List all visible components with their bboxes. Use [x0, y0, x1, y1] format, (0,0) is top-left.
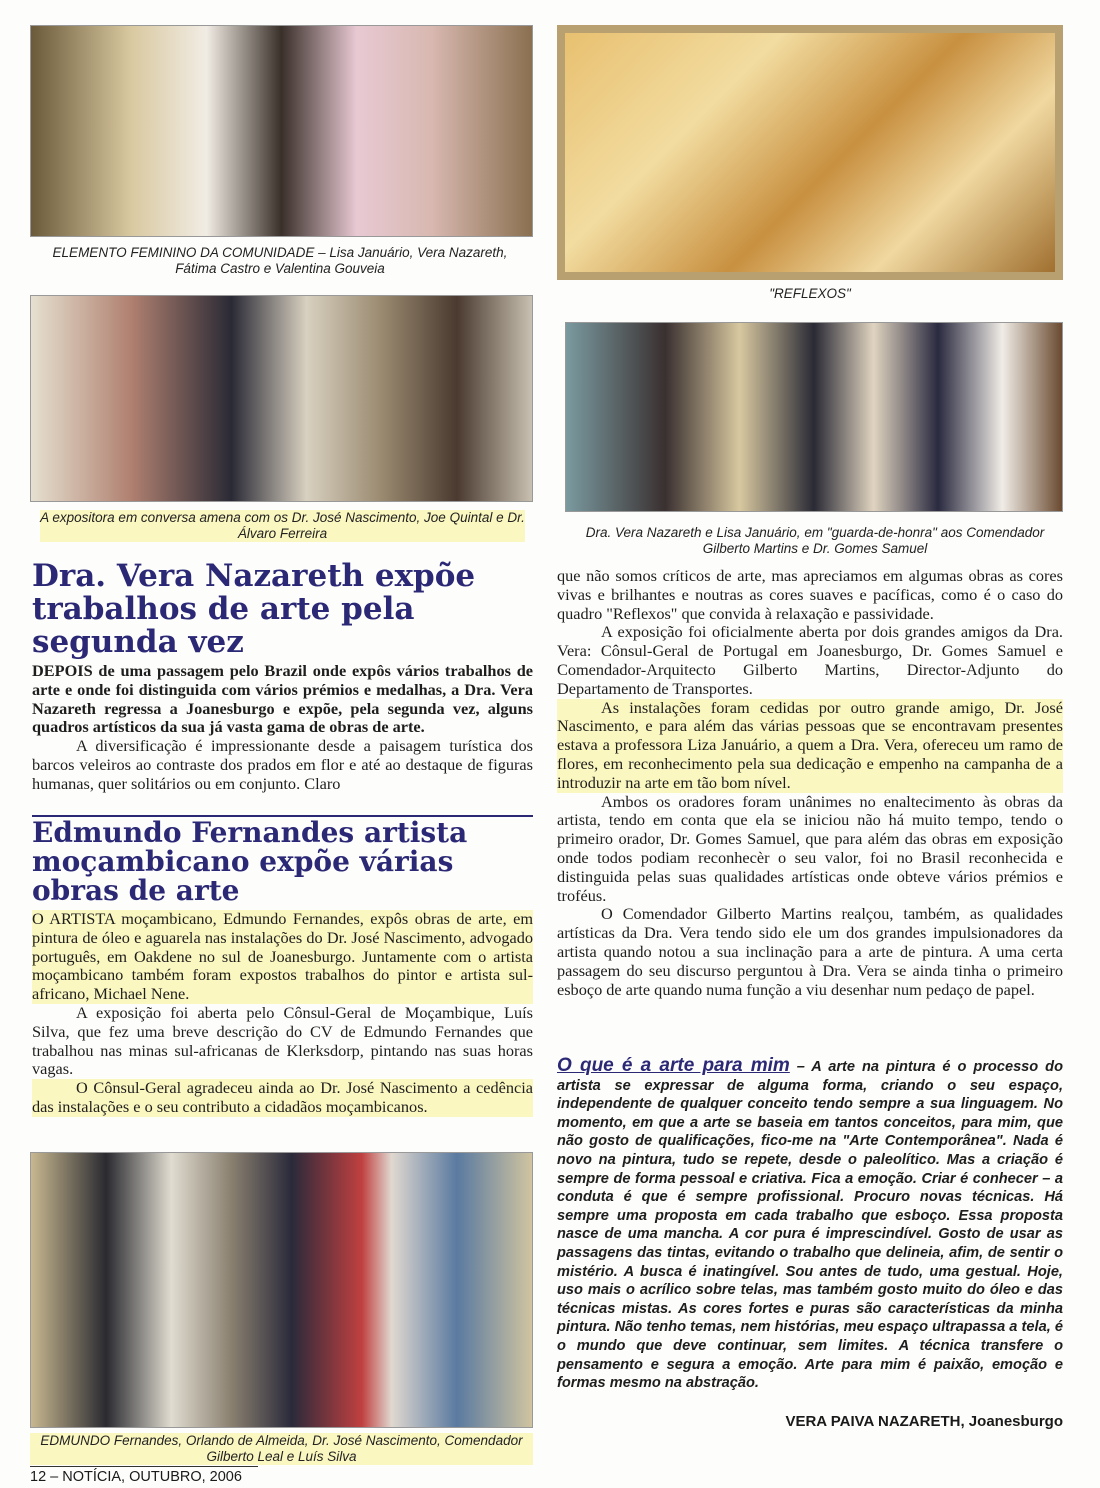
photo-women-group — [30, 25, 533, 237]
page-footer: 12 – NOTÍCIA, OUTUBRO, 2006 — [30, 1466, 258, 1485]
paragraph: A diversificação é impressionante desde a paisagem turística dos barcos veleiros ao contraste dos prados em flor e até ao destaque de figuras humanas, quer solitários ou em conjunto. Claro — [32, 736, 533, 793]
photo-caption: A expositora em conversa amena com os Dr. José Nascimento, Joe Quintal e Dr. Álvaro Ferreira — [40, 510, 525, 541]
article-body — [32, 910, 533, 1117]
article-body — [32, 662, 533, 794]
paragraph: O ARTISTA moçambicano, Edmundo Fernandes, expôs obras de arte, em pintura de óleo e aguarela nas instalações do Dr. José Nascimento, advogado português, em Oakdene no sul de Joanesburgo. Juntamente com o artista moçambicano também foram expostos trabalhos do pintor e artista sul-africano, Michael Nene. — [32, 909, 533, 1004]
article-body-continued — [557, 567, 1063, 999]
paragraph: que não somos críticos de arte, mas apreciamos em algumas obras as cores vivas e brilhantes e noutras as cores suaves e pacíficas, como é o caso do quadro "Reflexos" que convida à relaxação e passividade. — [557, 566, 1063, 623]
article-headline: Dra. Vera Nazareth expõe trabalhos de arte pela segunda vez — [32, 558, 476, 660]
painting-reflexos — [557, 25, 1063, 280]
paragraph: Ambos os oradores foram unânimes no enaltecimento às obras da artista, tendo em conta que ela se iniciou não há muito tempo, tendo o primeiro orador, Dr. Gomes Samuel, que para além das obras em exposição onde todos podiam reconhecèr o seu valor, foi no Brasil reconhecida e distinguida pelas suas qualidades artísticas onde obteve vários prémios e troféus. — [557, 791, 1063, 905]
photo-edmundo-group — [30, 1152, 533, 1428]
paragraph: A exposição foi aberta pelo Cônsul-Geral de Moçambique, Luís Silva, que fez uma breve descrição do CV de Edmundo Fernandes que trabalhou nas minas sul-africanas de Klerksdorp, pintando nas suas horas vagas. — [32, 1002, 533, 1079]
signature: VERA PAIVA NAZARETH, Joanesburgo — [785, 1413, 1063, 1430]
paragraph: A exposição foi oficialmente aberta por dois grandes amigos da Dra. Vera: Cônsul-Geral de Portugal em Joanesburgo, Dr. Gomes Samuel e Comendador-Arquitecto Gilberto Martins, Director-Adjunto do Departamento de Transportes. — [557, 622, 1063, 698]
photo-conversation — [30, 295, 533, 502]
paragraph: O Comendador Gilberto Martins realçou, também, as qualidades artísticas da Dra. Vera tendo sido ele um dos grandes impulsionadores da artista quando notou a sua inclinação para a arte de pintura. A uma certa passagem do seu discurso perguntou à Dra. Vera se ainda tinha o primeiro esboço de arte quando numa função a viu desenhar num pedaço de papel. — [557, 904, 1063, 999]
photo-caption: Dra. Vera Nazareth e Lisa Januário, em "guarda-de-honra" aos Comendador Gilberto Martins e Dr. Gomes Samuel — [585, 525, 1045, 556]
paragraph: As instalações foram cedidas por outro grande amigo, Dr. José Nascimento, e para além das várias pessoas que se encontravam presentes estava a professora Liza Januário, a quem a Dra. Vera, ofereceu um ramo de flores, em reconhecimento pela sua dedicação e empenho na campanha de a introduzir na arte em tão bom nível. — [557, 697, 1063, 792]
artist-statement — [557, 1057, 1063, 1393]
photo-guard-of-honour — [565, 322, 1063, 512]
paragraph: O Cônsul-Geral agradeceu ainda ao Dr. José Nascimento a cedência das instalações e o seu contributo a cidadãos moçambicanos. — [32, 1078, 533, 1116]
article-headline: Edmundo Fernandes artista moçambicano expõe várias obras de arte — [32, 816, 468, 907]
lead-paragraph: DEPOIS de uma passagem pelo Brazil onde expôs vários trabalhos de arte e onde foi distinguida com vários prémios e medalhas, a Dra. Vera Nazareth regressa a Joanesburgo e expõe, pela segunda vez, alguns quadros artísticos da sua já vasta gama de obras de arte. — [32, 661, 533, 737]
statement-text: – A arte na pintura é o processo do artista se expressar de alguma forma, criando o seu espaço, independente de qualquer conceito tendo sempre a sua linguagem. No momento, em que a arte se baseia em tantos conceitos, para mim, que não gosto de qualificações, fico-me na "Arte Contemporânea". Nada é novo na pintura, tudo se repete, desde o paleolítico. Mas a criação é sempre de forma pessoal e criativa. Fica a emoção. Criar é conhecer – a conduta é que é sempre profissional. Procuro novas técnicas. Há sempre uma proposta em cada trabalho que esboço. Essa proposta nasce de uma mancha. A cor pura é imprescindível. Gosto de usar as passagens das tintas, evitando o trabalho que delineia, afim, de sentir o mistério. A busca é inatingível. Sou antes de tudo, uma gestual. Hoje, uso mais o acrílico sobre telas, mas também gosto muito do óleo e das técnicas mistas. As cores fortes e puras são características da minha pintura. Não tenho temas, nem histórias, meu espaço ultrapassa a tela, é o mundo que deve continuar, sem limites. A técnica transfere o pensamento e segura a emoção. Arte para mim é paixão, emoção e formas mesmo na abstração. — [557, 1059, 1063, 1392]
photo-caption: "REFLEXOS" — [769, 286, 851, 301]
photo-caption: EDMUNDO Fernandes, Orlando de Almeida, Dr. José Nascimento, Comendador Gilberto Leal e Luís Silva — [30, 1433, 533, 1465]
statement-title: O que é a arte para mim — [557, 1055, 790, 1076]
photo-caption: ELEMENTO FEMININO DA COMUNIDADE – Lisa Januário, Vera Nazareth, Fátima Castro e Valentina Gouveia — [52, 245, 508, 276]
